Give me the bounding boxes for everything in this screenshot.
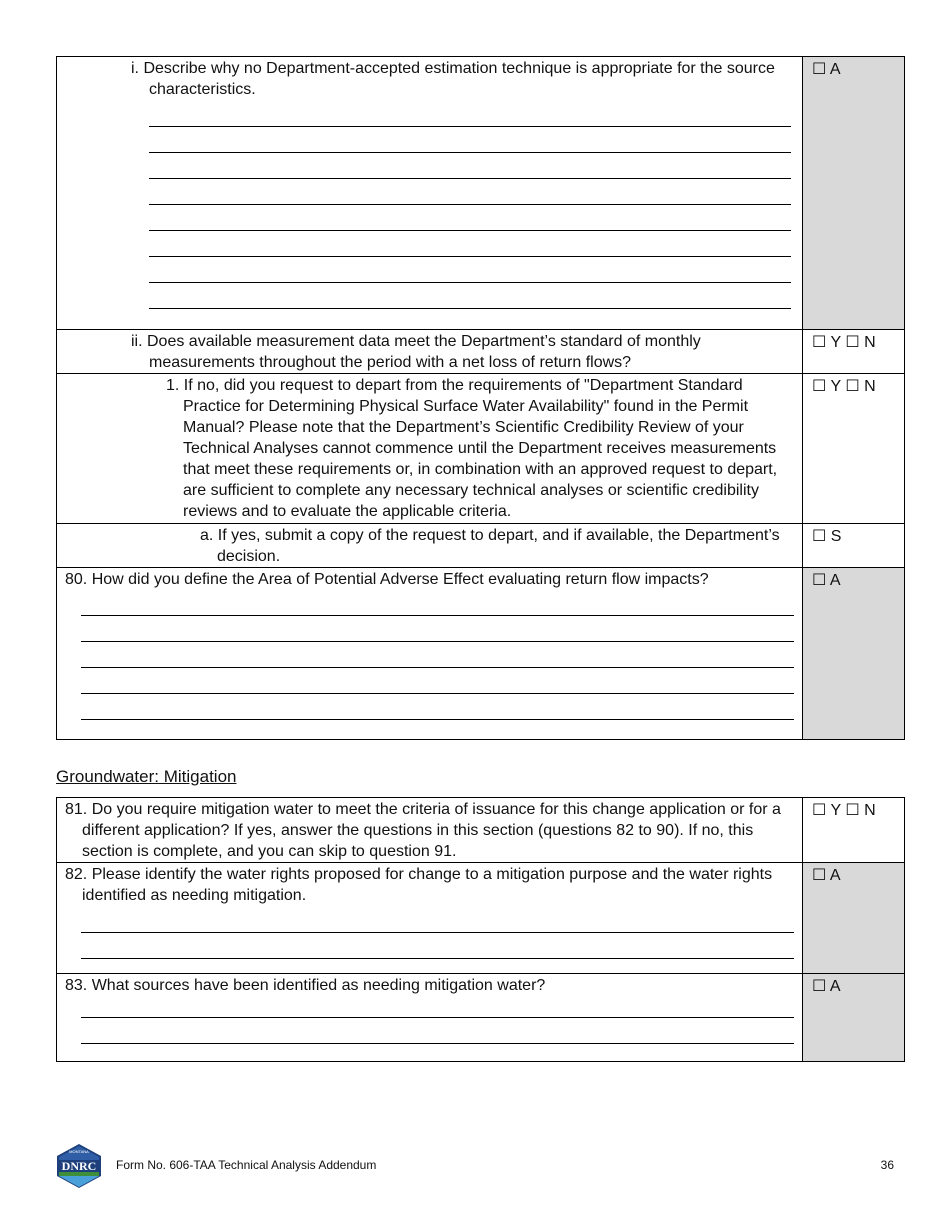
page-number: 36 [880,1158,894,1172]
dnrc-logo [55,1143,103,1189]
logo-top-text: MONTANA [69,1149,89,1154]
question-81-code[interactable]: ☐ Y ☐ N [803,798,905,863]
answer-lines[interactable] [81,907,794,959]
answer-lines[interactable] [81,590,794,720]
return-flow-questions-table [56,56,905,740]
logo-text: DNRC [61,1159,97,1173]
question-ii-1-code[interactable]: ☐ Y ☐ N [803,374,905,524]
question-ii-code[interactable]: ☐ Y ☐ N [803,330,905,374]
question-i-text: i. Describe why no Department-accepted estimation technique is appropriate for the source characteristics. [131,60,775,98]
question-ii-text: ii. Does available measurement data meet the Department’s standard of monthly measurements throughout the period with a net loss of return flows? [131,333,701,371]
question-83-code[interactable]: ☐ A [803,974,905,1062]
question-83-cell [57,974,803,1062]
question-80-code[interactable]: ☐ A [803,568,905,740]
answer-lines[interactable] [81,992,794,1044]
section-heading: Groundwater: Mitigation [56,767,237,786]
question-80-text: 80. How did you define the Area of Potential Adverse Effect evaluating return flow impacts? [65,571,709,588]
question-80-cell [57,568,803,740]
answer-lines[interactable] [149,101,791,309]
question-82-code[interactable]: ☐ A [803,863,905,974]
question-ii-1-text: 1. If no, did you request to depart from the requirements of "Department Standard Practice for Determining Physical Surface Water Availability" found in the Permit Manual? Please note that the Department’s Scientific Credibility Review of your Technical Analyses cannot commence until the Department receives measurements that meet these requirements or, in combination with an approved request to depart, are sufficient to complete any necessary technical analyses or scientific credibility reviews and to evaluate the applicable criteria. [166,377,778,520]
question-81-cell [57,798,803,863]
question-81-text: 81. Do you require mitigation water to meet the criteria of issuance for this change application or for a different application? If yes, answer the questions in this section (questions 82 to 90). If no, this section is complete, and you can skip to question 91. [65,801,781,860]
question-ii-1-a-text: a. If yes, submit a copy of the request to depart, and if available, the Department’s decision. [200,527,780,565]
question-83-text: 83. What sources have been identified as needing mitigation water? [65,977,546,994]
question-ii-cell [57,330,803,374]
question-ii-1-a-code[interactable]: ☐ S [803,524,905,568]
question-82-text: 82. Please identify the water rights proposed for change to a mitigation purpose and the water rights identified as needing mitigation. [65,866,773,904]
question-ii-1-a-cell [57,524,803,568]
question-ii-1-cell [57,374,803,524]
mitigation-questions-table [56,797,905,1062]
question-82-cell [57,863,803,974]
form-name: Form No. 606-TAA Technical Analysis Addendum [116,1158,377,1172]
question-i-cell [57,57,803,330]
question-i-code[interactable]: ☐ A [803,57,905,330]
